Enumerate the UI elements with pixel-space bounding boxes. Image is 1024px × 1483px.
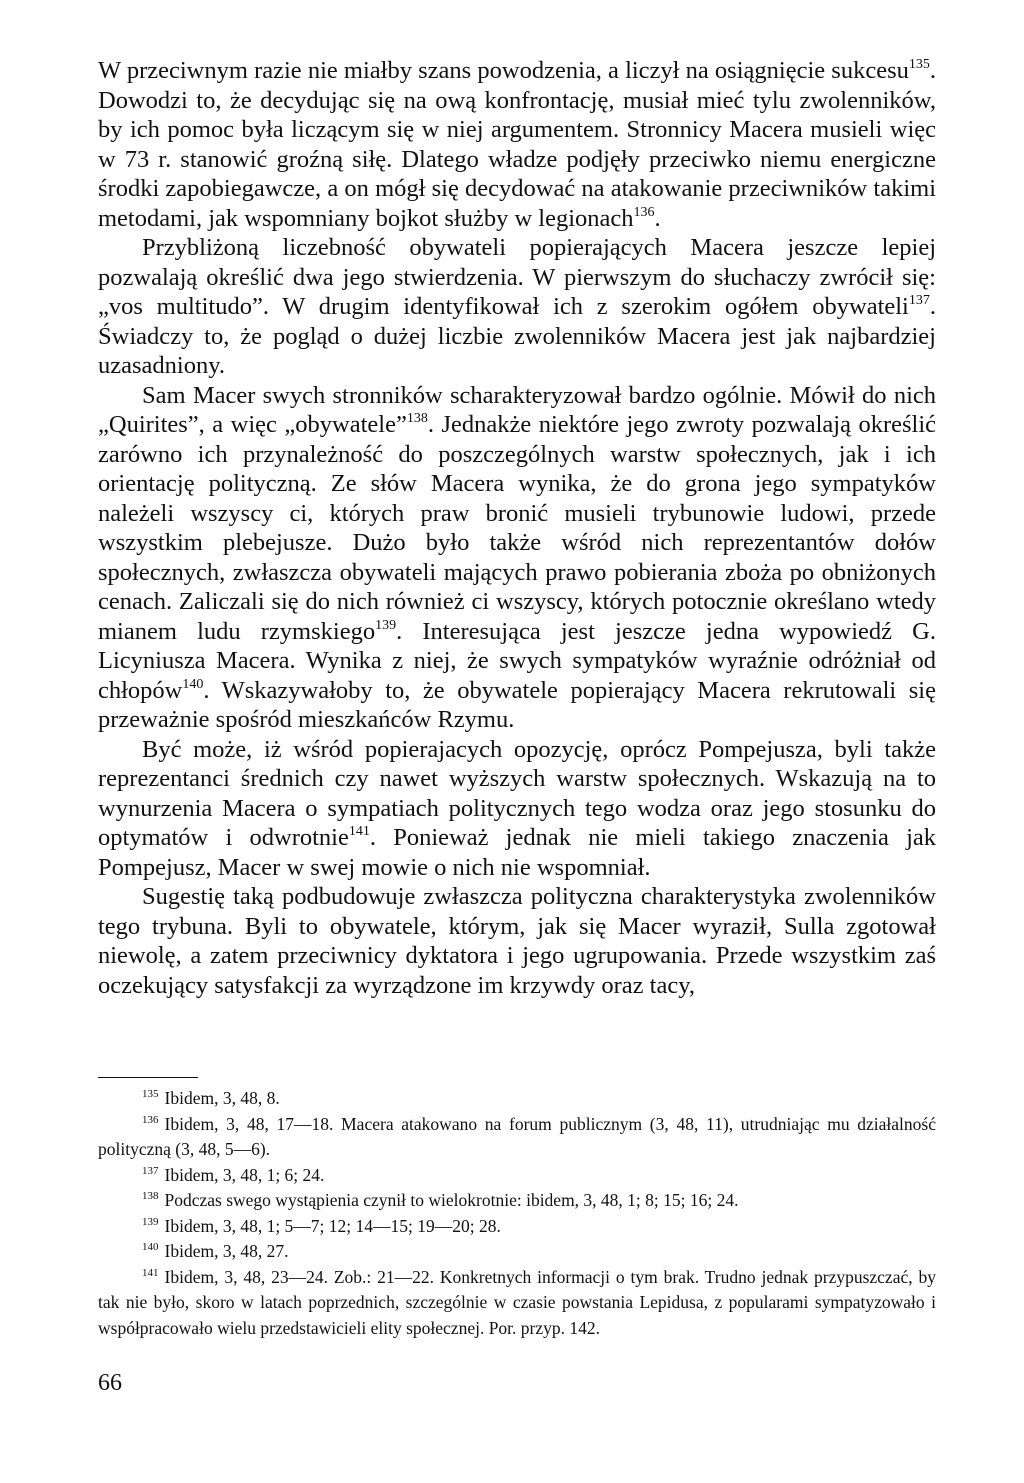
text-span: . Interesująca jest jeszcze jedna wypowiedź G. Licyniusza Macera. Wynika z niej, że swych sympatyków wyraźnie odróżniał od chłopów [98,617,936,704]
footnote-140 [98,1239,936,1265]
text-span: Sam Macer swych stronników scharakteryzował bardzo ogólnie. Mówił do nich „Quirites”, a więc „obywatele” [98,381,936,438]
text-span: . Jednakże niektóre jego zwroty pozwalają określić zarówno ich przynależność do poszczególnych warstw społecznych, jak i ich orientację polityczną. Ze słów Macera wynika, że do grona jego sympatyków należeli wszyscy ci, których praw bronić musieli trybunowie ludowi, przede wszystkim plebejusze. Dużo było także wśród nich reprezentantów dołów społecznych, zwłaszcza obywateli mających prawo pobierania zboża po obniżonych cenach. Zaliczali się do nich również ci wszyscy, których potocznie określano wtedy mianem ludu rzymskiego [98,411,936,645]
footnote-text: Podczas swego wystąpienia czynił to wielokrotnie: ibidem, 3, 48, 1; 8; 15; 16; 24. [164,1190,739,1210]
footnote-137 [98,1163,936,1189]
footnote-number: 136 [142,1113,159,1126]
text-span: Przybliżoną liczebność obywateli popierających Macera jeszcze lepiej pozwalają określić dwa jego stwierdzenia. W pierwszym do słuchaczy zwrócił się: „vos multitudo”. W drugim identyfikował ich z szerokim ogółem obywateli [98,234,936,320]
paragraph-4 [98,735,936,883]
text-span: . Wskazywałoby to, że obywatele popierający Macera rekrutowali się przeważnie spośród mieszkańców Rzymu. [98,676,936,733]
footnote-ref-135: 135 [908,57,930,72]
page-number: 66 [98,1370,122,1396]
footnote-number: 138 [142,1190,159,1202]
footnote-ref-137: 137 [908,293,930,308]
footnote-139 [98,1214,936,1240]
footnote-separator [98,1077,198,1078]
footnotes [98,1086,936,1341]
footnote-text: Ibidem, 3, 48, 1; 6; 24. [164,1164,325,1185]
footnote-number: 135 [142,1088,159,1100]
paragraph-5 [98,882,936,1000]
footnote-text: Ibidem, 3, 48, 23—24. Zob.: 21—22. Konkretnych informacji o tym brak. Trudno jednak przypuszczać, by tak nie było, skoro w latach poprzednich, szczególnie w czasie powstania Lepidusa, z popularami sympatyzowało i współpracowało wielu przedstawicieli elity społecznej. Por. przyp. 142. [98,1266,936,1338]
footnote-138 [98,1188,936,1214]
paragraph-3 [98,381,936,735]
paragraph-2 [98,233,936,381]
text-span: . [654,204,661,232]
footnote-number: 137 [142,1164,159,1177]
footnote-number: 139 [142,1215,159,1228]
footnote-number: 140 [142,1241,159,1253]
footnote-ref-141: 141 [348,824,370,839]
footnote-ref-140: 140 [182,676,204,692]
text-span: . Ponieważ jednak nie mieli takiego znaczenia jak Pompejusz, Macer w swej mowie o nich nie wspomniał. [98,824,936,881]
text-span: Być może, iż wśród popierajacych opozycję, oprócz Pompejusza, byli także reprezentanci średnich czy nawet wyższych warstw społecznych. Wskazują na to wynurzenia Macera o sympatiach politycznych tego wodza oraz jego stosunku do optymatów i odwrotnie [98,735,936,851]
footnote-text: Ibidem, 3, 48, 17—18. Macera atakowano na forum publicznym (3, 48, 11), utrudniając mu działalność polityczną (3, 48, 5—6). [98,1113,936,1159]
footnote-number: 141 [142,1266,159,1279]
text-span: Sugestię taką podbudowuje zwłaszcza polityczna charakterystyka zwolenników tego trybuna. Byli to obywatele, którym, jak się Macer wyraził, Sulla zgotował niewolę, a zatem przeciwnicy dyktatora i jego ugrupowania. Przede wszystkim zaś oczekujący satysfakcji za wyrządzone im krzywdy oraz tacy, [98,883,936,999]
footnote-141 [98,1265,936,1342]
text-span: W przeciwnym razie nie miałby szans powodzenia, a liczył na osiągnięcie sukcesu [98,57,909,84]
paragraph-1 [98,56,936,233]
footnote-text: Ibidem, 3, 48, 27. [164,1241,289,1261]
text-span: . Dowodzi to, że decydując się na ową konfrontację, musiał mieć tylu zwolenników, by ich pomoc była liczącym się w niej argumentem. Stronnicy Macera musieli więc w 73 r. stanowić groźną siłę. Dlatego władze podjęły przeciwko niemu energiczne środki zapobiegawcze, a on mógł się decydować na atakowanie przeciwników takimi metodami, jak wspomniany bojkot służby w legionach [98,57,936,232]
main-text [98,56,936,1000]
text-span: . Świadczy to, że pogląd o dużej liczbie zwolenników Macera jest jak najbardziej uzasadniony. [98,293,936,379]
footnote-ref-138: 138 [406,411,428,426]
footnote-text: Ibidem, 3, 48, 8. [164,1088,280,1108]
footnote-ref-136: 136 [633,204,655,220]
footnote-136 [98,1112,936,1163]
footnote-135 [98,1086,936,1112]
footnote-ref-139: 139 [375,617,397,633]
footnote-text: Ibidem, 3, 48, 1; 5—7; 12; 14—15; 19—20; 28. [164,1215,501,1236]
